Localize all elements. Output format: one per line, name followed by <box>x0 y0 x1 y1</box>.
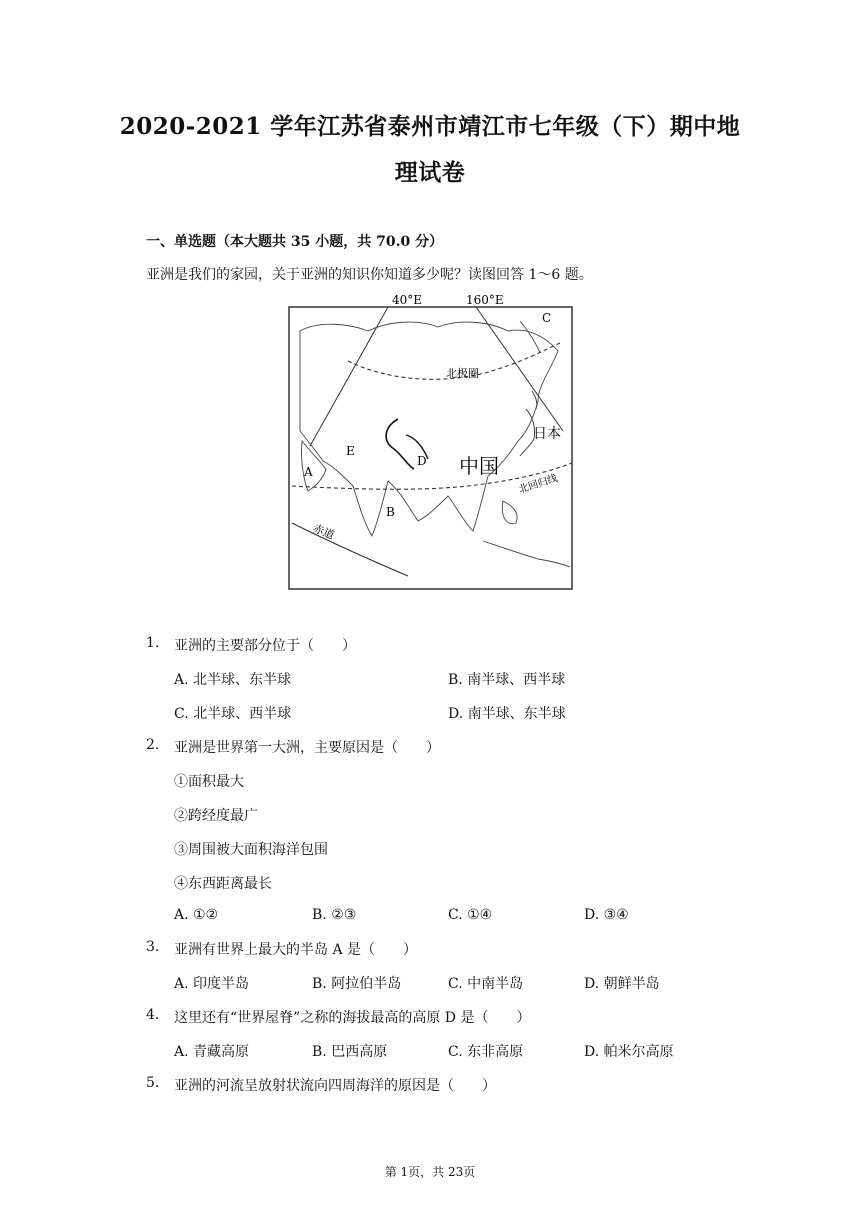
question-5-number: 5. <box>146 1075 160 1091</box>
question-3-text: 亚洲有世界上最大的半岛 A 是（ ） <box>174 942 418 958</box>
q3-option-b[interactable]: B. 阿拉伯半岛 <box>312 976 402 992</box>
section-heading: 一、单选题（本大题共 35 小题，共 70.0 分） <box>146 234 444 250</box>
intro-text: 亚洲是我们的家园，关于亚洲的知识你知道多少呢？读图回答 1～6 题。 <box>146 267 593 283</box>
page-footer: 第 1页，共 23页 <box>384 1165 476 1179</box>
question-3-number: 3. <box>146 939 160 955</box>
q4-option-a[interactable]: A. 青藏高原 <box>174 1044 250 1060</box>
map-label-tropic: 北回归线 <box>517 473 559 496</box>
map-label-japan: 日本 <box>533 426 561 442</box>
q3-option-a[interactable]: A. 印度半岛 <box>174 976 250 992</box>
q4-option-b[interactable]: B. 巴西高原 <box>312 1044 388 1060</box>
q4-option-d[interactable]: D. 帕米尔高原 <box>584 1044 674 1060</box>
q2-item-2: ②跨经度最广 <box>174 808 258 824</box>
question-number: 1. <box>146 635 160 651</box>
q2-option-a[interactable]: A. ①② <box>174 907 219 923</box>
q2-option-c[interactable]: C. ①④ <box>448 907 493 923</box>
map-label-b: B <box>386 505 395 519</box>
lon-label-160e: 160°E <box>466 293 504 307</box>
q1-option-c[interactable]: C. 北半球、西半球 <box>174 706 292 722</box>
map-label-equator: 赤道 <box>310 521 337 543</box>
map-label-china: 中国 <box>459 454 499 478</box>
q1-option-a[interactable]: A. 北半球、东半球 <box>174 672 292 688</box>
asia-map <box>288 291 574 591</box>
question-5-text: 亚洲的河流呈放射状流向四周海洋的原因是（ ） <box>174 1078 496 1094</box>
document-title-line1: 2020-2021 学年江苏省泰州市靖江市七年级（下）期中地 <box>119 113 741 140</box>
question-4-text: 这里还有“世界屋脊”之称的海拔最高的高原 D 是（ ） <box>174 1010 531 1026</box>
q2-option-d[interactable]: D. ③④ <box>584 907 629 923</box>
q1-option-b[interactable]: B. 南半球、西半球 <box>448 672 566 688</box>
q1-option-d[interactable]: D. 南半球、东半球 <box>448 706 566 722</box>
question-2-number: 2. <box>146 737 160 753</box>
q4-option-c[interactable]: C. 东非高原 <box>448 1044 524 1060</box>
q2-option-b[interactable]: B. ②③ <box>312 907 357 923</box>
question-4-number: 4. <box>146 1007 160 1023</box>
map-label-d: D <box>417 454 427 468</box>
map-label-e: E <box>346 444 355 458</box>
q3-option-c[interactable]: C. 中南半岛 <box>448 976 524 992</box>
document-title-line2: 理试卷 <box>394 159 466 186</box>
map-label-arctic-circle: 北极圈 <box>446 367 479 380</box>
q2-item-3: ③周围被大面积海洋包围 <box>174 842 328 858</box>
map-label-a: A <box>304 465 313 479</box>
question-2-text: 亚洲是世界第一大洲，主要原因是（ ） <box>174 740 440 756</box>
question-1-text: 亚洲的主要部分位于（ ） <box>174 638 356 654</box>
q2-item-4: ④东西距离最长 <box>174 876 272 892</box>
map-label-c: C <box>542 311 552 325</box>
lon-label-40e: 40°E <box>392 293 423 307</box>
q3-option-d[interactable]: D. 朝鲜半岛 <box>584 976 660 992</box>
q2-item-1: ①面积最大 <box>174 774 244 790</box>
